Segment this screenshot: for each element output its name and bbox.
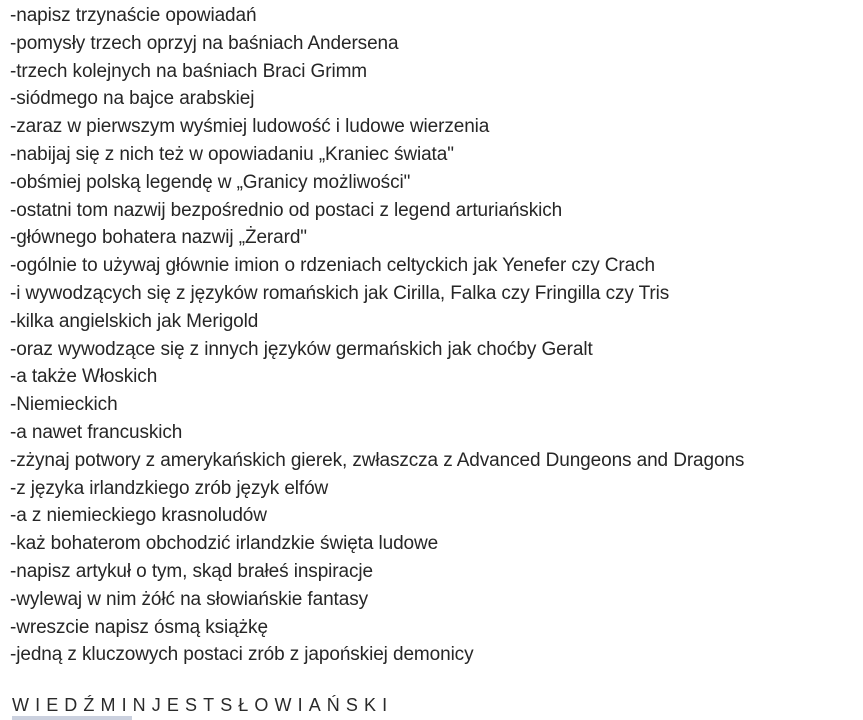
list-item: -oraz wywodzące się z innych języków germańskich jak choćby Geralt	[10, 338, 593, 360]
list-item: -jedną z kluczowych postaci zrób z japońskiej demonicy	[10, 644, 474, 666]
list-item: -kilka angielskich jak Merigold	[10, 310, 259, 332]
list-item: -a z niemieckiego krasnoludów	[10, 505, 267, 527]
footer-underline	[12, 716, 132, 720]
list-item: -i wywodzących się z języków romańskich jak Cirilla, Falka czy Fringilla czy Tris	[10, 282, 670, 304]
list-item: -pomysły trzech oprzyj na baśniach Andersena	[10, 32, 399, 54]
instruction-list	[10, 2, 744, 669]
list-item: -wylewaj w nim żółć na słowiańskie fantasy	[10, 588, 368, 610]
footer-caption: WIEDŹMINJESTSŁOWIAŃSKI	[12, 695, 394, 715]
list-item: -ostatni tom nazwij bezpośrednio od postaci z legend arturiańskich	[10, 199, 563, 221]
list-item: -Niemieckich	[10, 394, 118, 416]
list-item: -trzech kolejnych na baśniach Braci Grimm	[10, 60, 368, 82]
list-item: -siódmego na bajce arabskiej	[10, 88, 255, 110]
list-item: -głównego bohatera nazwij „Żerard"	[10, 227, 307, 249]
list-item: -ogólnie to używaj głównie imion o rdzeniach celtyckich jak Yenefer czy Crach	[10, 255, 655, 277]
list-item: -obśmiej polską legendę w „Granicy możliwości"	[10, 171, 411, 193]
list-item: -z języka irlandzkiego zrób język elfów	[10, 477, 329, 499]
list-item: -zżynaj potwory z amerykańskich gierek, zwłaszcza z Advanced Dungeons and Dragons	[10, 449, 745, 471]
list-item: -wreszcie napisz ósmą książkę	[10, 616, 268, 638]
list-item: -napisz artykuł o tym, skąd brałeś inspiracje	[10, 560, 373, 582]
list-item: -nabijaj się z nich też w opowiadaniu „Kraniec świata"	[10, 143, 454, 165]
list-item: -napisz trzynaście opowiadań	[10, 5, 257, 26]
list-item: -a także Włoskich	[10, 366, 158, 388]
list-item: -zaraz w pierwszym wyśmiej ludowość i ludowe wierzenia	[10, 116, 490, 138]
list-item: -każ bohaterom obchodzić irlandzkie święta ludowe	[10, 533, 439, 555]
list-item: -a nawet francuskich	[10, 421, 183, 443]
